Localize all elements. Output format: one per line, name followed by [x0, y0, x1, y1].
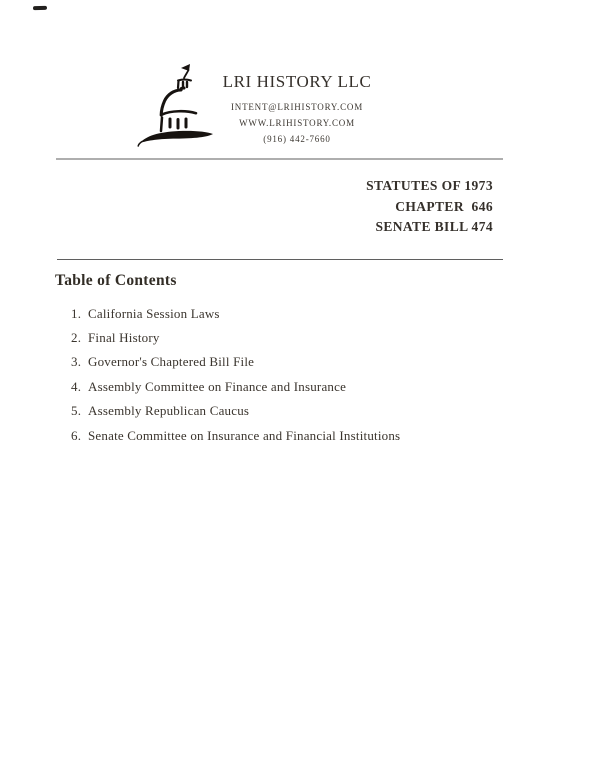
divider-letterhead: [56, 158, 503, 160]
toc-item: [55, 375, 535, 399]
table-of-contents: [55, 271, 535, 448]
toc-item-label: Assembly Committee on Finance and Insurance: [88, 378, 347, 394]
company-email: INTENT@LRIHISTORY.COM: [230, 102, 363, 112]
company-website: WWW.LRIHISTORY.COM: [239, 118, 355, 128]
company-name: LRI HISTORY LLC: [222, 72, 372, 91]
toc-item-label: Governor's Chaptered Bill File: [88, 354, 255, 370]
company-phone: (916) 442-7660: [263, 134, 331, 144]
toc-title: Table of Contents: [55, 272, 177, 289]
toc-item: [55, 399, 535, 423]
toc-item-label: California Session Laws: [88, 305, 220, 321]
toc-item-label: Final History: [88, 329, 160, 345]
toc-item: [55, 424, 535, 448]
statutes-line: STATUTES OF 1973: [366, 178, 493, 193]
toc-item-number: 4.: [71, 378, 82, 394]
toc-item-label: Senate Committee on Insurance and Financial Institutions: [88, 427, 401, 443]
bill-reference-block: [366, 176, 493, 238]
senate-bill-line: SENATE BILL 474: [375, 219, 493, 234]
toc-list: [55, 302, 535, 448]
toc-item-label: Assembly Republican Caucus: [88, 403, 250, 419]
divider-reference: [57, 259, 503, 260]
toc-item-number: 3.: [71, 354, 82, 370]
scan-artifact-mark: [33, 6, 47, 10]
toc-item-number: 1.: [71, 305, 82, 321]
letterhead-contact-block: [147, 72, 447, 147]
toc-item: [55, 350, 535, 374]
chapter-line: CHAPTER 646: [395, 198, 493, 214]
toc-item-number: 2.: [71, 329, 82, 345]
toc-item-number: 6.: [71, 427, 82, 443]
toc-item-number: 5.: [71, 403, 82, 419]
toc-item: [55, 302, 535, 326]
toc-item: [55, 326, 535, 350]
